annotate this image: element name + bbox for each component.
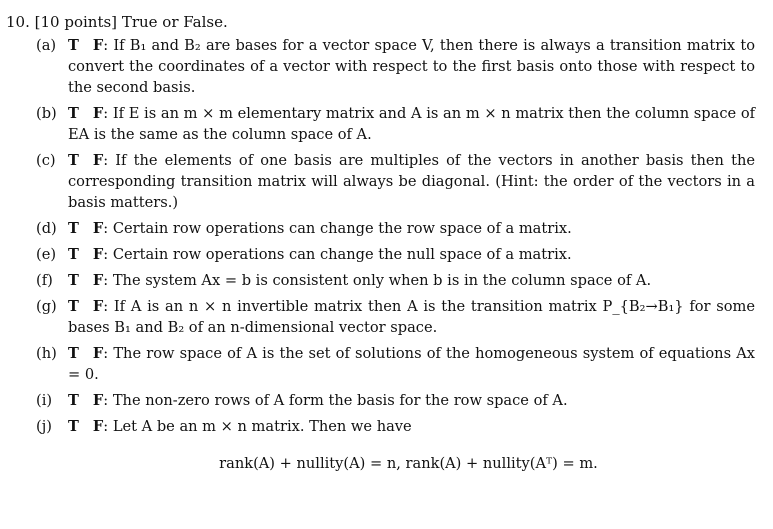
question-item-h: (h) T F: The row space of A is the set of solutions of the homogeneous system of equations Ax = 0. xyxy=(36,345,755,383)
item-label: (g) xyxy=(36,298,57,315)
item-text: If E is an m × m elementary matrix and A is an m × n matrix then the column space of EA is the same as the column space of A. xyxy=(68,105,756,143)
true-option[interactable]: T xyxy=(68,392,79,409)
item-text: The system Ax = b is consistent only when b is in the column space of A. xyxy=(112,272,652,289)
false-option[interactable]: F xyxy=(92,220,104,237)
true-option[interactable]: T xyxy=(68,152,79,169)
true-option[interactable]: T xyxy=(68,220,79,237)
item-text: Certain row operations can change the row space of a matrix. xyxy=(112,220,572,237)
item-text: The row space of A is the set of solutions of the homogeneous system of equations Ax = 0. xyxy=(68,345,755,383)
false-option[interactable]: F xyxy=(92,37,104,54)
question-item-d: (d) T F: Certain row operations can change the row space of a matrix. xyxy=(36,220,572,237)
item-text: If the elements of one basis are multiples of the vectors in another basis then the corresponding transition matrix will always be diagonal. (Hint: the order of the vectors in a basis matters.) xyxy=(68,152,755,211)
question-item-c: (c) T F: If the elements of one basis are multiples of the vectors in another basis then the corresponding transition matrix will always be diagonal. (Hint: the order of the vectors in a basis matters.) xyxy=(36,152,755,211)
item-label: (j) xyxy=(36,418,52,435)
true-option[interactable]: T xyxy=(68,298,79,315)
item-label: (e) xyxy=(36,246,57,263)
item-label: (h) xyxy=(36,345,57,362)
question-item-i: (i) T F: The non-zero rows of A form the basis for the row space of A. xyxy=(36,392,568,409)
rank-nullity-formula: rank(A) + nullity(A) = n, rank(A) + nullity(Aᵀ) = m. xyxy=(219,455,598,472)
true-option[interactable]: T xyxy=(68,37,79,54)
item-label: (b) xyxy=(36,105,57,122)
item-label: (i) xyxy=(36,392,53,409)
true-option[interactable]: T xyxy=(68,105,79,122)
item-label: (f) xyxy=(36,272,53,289)
problem-points: [10 points] xyxy=(34,13,118,31)
question-item-f: (f) T F: The system Ax = b is consistent only when b is in the column space of A. xyxy=(36,272,652,289)
item-text: The non-zero rows of A form the basis for the row space of A. xyxy=(112,392,568,409)
false-option[interactable]: F xyxy=(92,298,104,315)
item-text: If B₁ and B₂ are bases for a vector space V, then there is always a transition matrix to convert the coordinates of a vector with respect to the first basis onto those with respect to the second basis. xyxy=(68,37,755,96)
problem-title: True or False. xyxy=(121,13,228,31)
true-false-list xyxy=(6,35,755,437)
false-option[interactable]: F xyxy=(92,345,104,362)
true-option[interactable]: T xyxy=(68,272,79,289)
false-option[interactable]: F xyxy=(92,105,104,122)
item-text: If A is an n × n invertible matrix then A is the transition matrix P_{B₂→B₁} for some bases B₁ and B₂ of an n-dimensional vector space. xyxy=(68,298,755,336)
question-item-j: (j) T F: Let A be an m × n matrix. Then we have xyxy=(36,418,412,435)
true-option[interactable]: T xyxy=(68,345,79,362)
false-option[interactable]: F xyxy=(92,392,104,409)
question-item-a: (a) T F: If B₁ and B₂ are bases for a vector space V, then there is always a transition matrix to convert the coordinates of a vector with respect to the first basis onto those with respect to the second basis. xyxy=(36,37,755,96)
item-text: Let A be an m × n matrix. Then we have xyxy=(112,418,412,435)
false-option[interactable]: F xyxy=(92,152,104,169)
question-item-e: (e) T F: Certain row operations can change the null space of a matrix. xyxy=(36,246,572,263)
item-label: (d) xyxy=(36,220,57,237)
problem-number: 10. xyxy=(6,13,30,31)
true-option[interactable]: T xyxy=(68,246,79,263)
item-text: Certain row operations can change the null space of a matrix. xyxy=(112,246,572,263)
false-option[interactable]: F xyxy=(92,418,104,435)
false-option[interactable]: F xyxy=(92,246,104,263)
problem-heading xyxy=(6,12,755,33)
true-option[interactable]: T xyxy=(68,418,79,435)
item-label: (c) xyxy=(36,152,56,169)
question-item-g: (g) T F: If A is an n × n invertible matrix then A is the transition matrix P_{B₂→B₁} for some bases B₁ and B₂ of an n-dimensional vector space. xyxy=(36,298,755,336)
false-option[interactable]: F xyxy=(92,272,104,289)
item-label: (a) xyxy=(36,37,57,54)
question-item-b: (b) T F: If E is an m × m elementary matrix and A is an m × n matrix then the column space of EA is the same as the column space of A. xyxy=(36,105,756,143)
